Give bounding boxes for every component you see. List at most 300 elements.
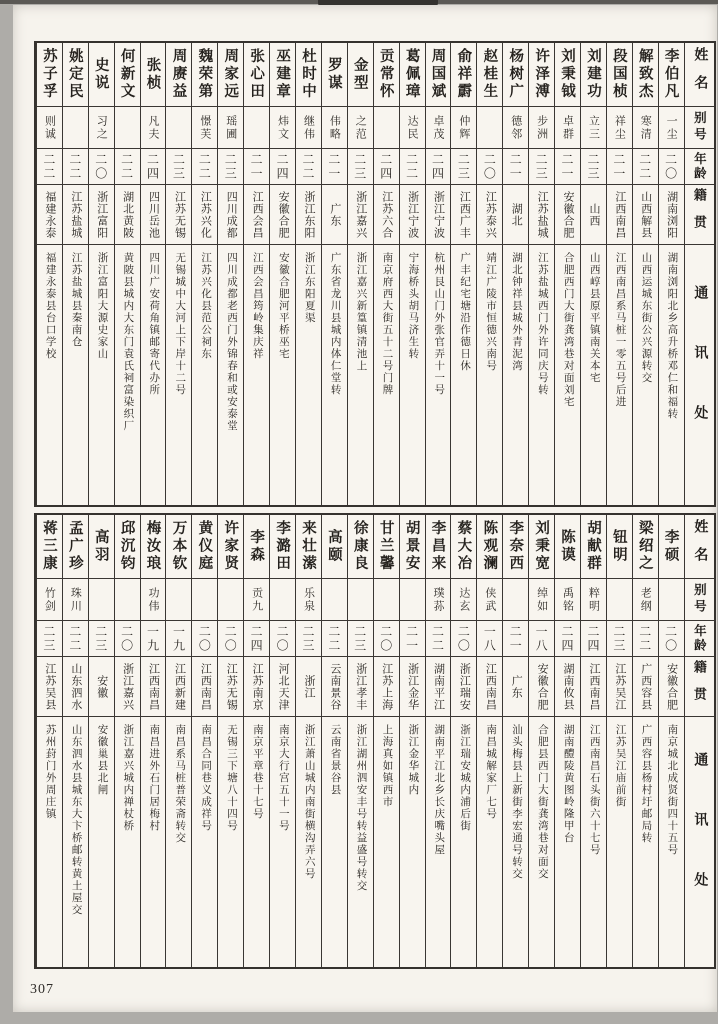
- person-name: 苏子孚: [37, 43, 62, 107]
- person-native: 湖北: [503, 185, 528, 245]
- person-native: 安徽: [89, 657, 114, 717]
- person-address: 南昌合同巷义成祥号: [200, 724, 212, 832]
- person-age: 二二: [63, 621, 88, 657]
- person-alias: 则诚: [37, 107, 62, 149]
- person-column: [243, 515, 269, 967]
- person-age: 二二: [633, 621, 658, 657]
- person-column: [606, 515, 632, 967]
- person-native: 江苏泰兴: [477, 185, 502, 245]
- person-native: 四川成都: [218, 185, 243, 245]
- person-name: 刘秉宽: [529, 515, 554, 579]
- person-column: [114, 43, 140, 505]
- header-address: 通讯处: [692, 285, 708, 465]
- person-native: 湖南攸县: [555, 657, 580, 717]
- person-age: 二四: [555, 621, 580, 657]
- person-alias: 功伟: [141, 579, 166, 621]
- person-alias: 卓群: [555, 107, 580, 149]
- person-alias: 炜文: [270, 107, 295, 149]
- person-address: 南昌系马桩普荣斋转交: [174, 724, 186, 844]
- person-native: 江苏吴江: [607, 657, 632, 717]
- person-age: 二三: [451, 149, 476, 185]
- person-age: 二一: [400, 621, 425, 657]
- person-column: [36, 43, 62, 505]
- header-name: 姓名: [685, 515, 714, 579]
- person-column: [243, 43, 269, 505]
- person-address: 汕头梅县上新街李宏通号转交: [510, 724, 522, 880]
- person-name: 杜时中: [296, 43, 321, 107]
- person-name: 许家贤: [218, 515, 243, 579]
- person-column: [580, 515, 606, 967]
- person-address: 四川成都老西门外锦春和或安泰堂: [226, 252, 237, 432]
- header-name: 姓名: [685, 43, 714, 107]
- person-name: 刘建功: [581, 43, 606, 107]
- person-address: 安徽巢县北闸: [96, 724, 108, 796]
- person-column: [476, 515, 502, 967]
- person-age: 一九: [141, 621, 166, 657]
- person-name: 邱沉钧: [115, 515, 140, 579]
- person-address: 无锡三下塘八十四号: [226, 724, 237, 832]
- person-address: 苏州葑门外周庄镇: [44, 724, 56, 820]
- person-alias: 憬芙: [192, 107, 217, 149]
- person-column: [269, 515, 295, 967]
- person-name: 来壮潆: [296, 515, 321, 579]
- person-column: [632, 515, 658, 967]
- person-column: [62, 515, 88, 967]
- person-column: [36, 515, 62, 967]
- person-name: 孟广珍: [63, 515, 88, 579]
- person-address: 南昌城解家厂七号: [485, 724, 497, 820]
- person-name: 李硕: [659, 515, 684, 579]
- person-alias: 祥尘: [607, 107, 632, 149]
- person-address: 广丰纪宅塘沿作德日休: [459, 252, 471, 372]
- person-column: [217, 515, 243, 967]
- person-alias: 习之: [89, 107, 114, 149]
- person-name: 李森: [244, 515, 269, 579]
- person-address: 江苏兴化县范公祠东: [200, 252, 212, 360]
- person-age: 二四: [244, 621, 269, 657]
- person-alias: [166, 107, 191, 149]
- person-alias: [192, 579, 217, 621]
- person-age: 二〇: [270, 621, 295, 657]
- person-column: [658, 43, 684, 505]
- person-name: 史说: [89, 43, 114, 107]
- person-column: [399, 43, 425, 505]
- person-address: 山西运城东街公兴源转交: [640, 252, 652, 384]
- person-column: [165, 515, 191, 967]
- person-column: [580, 43, 606, 505]
- person-column: [269, 43, 295, 505]
- person-native: 江苏盐城: [63, 185, 88, 245]
- person-alias: 粹明: [581, 579, 606, 621]
- person-native: 湖南浏阳: [659, 185, 684, 245]
- person-alias: 禹铭: [555, 579, 580, 621]
- person-address: 浙江萧山城内南街横沟弄六号: [303, 724, 315, 880]
- person-native: 江苏兴化: [192, 185, 217, 245]
- person-address: 无锡城中大河上下岸十二号: [174, 252, 186, 396]
- person-name: 葛佩璋: [400, 43, 425, 107]
- person-age: 二三: [348, 149, 373, 185]
- person-column: [554, 515, 580, 967]
- person-native: 江苏无锡: [166, 185, 191, 245]
- person-age: 二一: [607, 149, 632, 185]
- person-alias: [115, 107, 140, 149]
- person-address: 福建永泰县台口学校: [44, 252, 56, 360]
- person-native: 福建永泰: [37, 185, 62, 245]
- scanned-page: [13, 5, 717, 1012]
- person-age: 二三: [607, 621, 632, 657]
- person-name: 张心田: [244, 43, 269, 107]
- person-name: 姚定民: [63, 43, 88, 107]
- person-name: 梅汝琅: [141, 515, 166, 579]
- person-alias: [244, 107, 269, 149]
- person-column: [502, 43, 528, 505]
- person-name: 胡景安: [400, 515, 425, 579]
- person-column: [321, 43, 347, 505]
- person-address: 合肥县西门大街龚湾巷对面交: [536, 724, 548, 880]
- person-alias: 乐泉: [296, 579, 321, 621]
- person-address: 江西南昌石头街六十七号: [588, 724, 600, 856]
- person-address: 湖南浏阳北乡高升桥邓仁和福转: [666, 252, 678, 420]
- table-header-column: [684, 43, 714, 505]
- person-age: 二三: [166, 149, 191, 185]
- person-column: [502, 515, 528, 967]
- person-native: 江苏六合: [374, 185, 399, 245]
- person-name: 赵桂生: [477, 43, 502, 107]
- person-column: [528, 515, 554, 967]
- person-name: 万本钦: [166, 515, 191, 579]
- directory-table-top: [34, 41, 716, 507]
- person-address: 安徽合肥河平桥巫宅: [277, 252, 289, 360]
- person-alias: 立三: [581, 107, 606, 149]
- person-name: 李昌来: [426, 515, 451, 579]
- person-name: 钮明: [607, 515, 632, 579]
- person-column: [140, 515, 166, 967]
- person-age: 二二: [63, 149, 88, 185]
- person-address: 江苏吴江庙前街: [614, 724, 626, 808]
- person-address: 上海真如镇西市: [381, 724, 393, 808]
- person-name: 贡常怀: [374, 43, 399, 107]
- person-address: 浙江嘉兴城内禅杖桥: [122, 724, 134, 832]
- person-native: 浙江富阳: [89, 185, 114, 245]
- person-native: 河北天津: [270, 657, 295, 717]
- person-age: 二三: [581, 149, 606, 185]
- person-column: [632, 43, 658, 505]
- header-age: 年龄: [685, 621, 714, 657]
- person-age: 二二: [296, 149, 321, 185]
- person-name: 段国桢: [607, 43, 632, 107]
- person-native: 浙江东阳: [296, 185, 321, 245]
- person-native: 山东泗水: [63, 657, 88, 717]
- person-alias: [322, 579, 347, 621]
- directory-table-bottom: [34, 513, 716, 969]
- person-column: [373, 515, 399, 967]
- person-age: 二四: [141, 149, 166, 185]
- person-name: 解致杰: [633, 43, 658, 107]
- person-native: 江苏无锡: [218, 657, 243, 717]
- person-alias: 达玄: [451, 579, 476, 621]
- person-native: 湖南平江: [426, 657, 451, 717]
- person-native: 广东: [322, 185, 347, 245]
- header-address: 通讯处: [692, 752, 708, 932]
- person-age: 一八: [529, 621, 554, 657]
- person-alias: 达民: [400, 107, 425, 149]
- person-alias: 珠川: [63, 579, 88, 621]
- person-column: [399, 515, 425, 967]
- header-age: 年龄: [685, 149, 714, 185]
- person-address: 广东省龙川县城内体仁堂转: [329, 252, 341, 396]
- person-native: 浙江孝丰: [348, 657, 373, 717]
- person-native: 山西解县: [633, 185, 658, 245]
- person-address: 江苏盐城县秦南仓: [70, 252, 82, 348]
- person-column: [425, 43, 451, 505]
- person-age: 二四: [374, 149, 399, 185]
- person-column: [295, 515, 321, 967]
- person-native: 江西南昌: [192, 657, 217, 717]
- person-age: 二〇: [451, 621, 476, 657]
- person-address: 湖北钟祥县城外青泥湾: [510, 252, 522, 372]
- person-age: 二三: [529, 149, 554, 185]
- person-age: 二二: [400, 149, 425, 185]
- person-column: [450, 515, 476, 967]
- person-column: [554, 43, 580, 505]
- person-column: [373, 43, 399, 505]
- person-native: 江西南昌: [477, 657, 502, 717]
- person-column: [62, 43, 88, 505]
- person-address: 湖南平江北乡长庆嘴头屋: [433, 724, 445, 856]
- person-native: 江苏盐城: [529, 185, 554, 245]
- person-native: 湖北黄陂: [115, 185, 140, 245]
- person-age: 二二: [192, 149, 217, 185]
- person-native: 安徽合肥: [555, 185, 580, 245]
- person-name: 张桢: [141, 43, 166, 107]
- person-native: 浙江金华: [400, 657, 425, 717]
- header-native: 籍贯: [685, 185, 714, 245]
- person-age: 二一: [555, 149, 580, 185]
- person-address: 黄陂县城内大东门袁氏祠富染织厂: [122, 252, 134, 432]
- person-name: 李潞田: [270, 515, 295, 579]
- person-address: 江苏盐城西门外许同庆号转: [536, 252, 548, 396]
- person-alias: 一尘: [659, 107, 684, 149]
- person-age: 二一: [503, 149, 528, 185]
- person-address: 南京城北成贤街四十五号: [666, 724, 678, 856]
- person-name: 陈观澜: [477, 515, 502, 579]
- person-native: 云南景谷: [322, 657, 347, 717]
- person-native: 安徽合肥: [270, 185, 295, 245]
- person-native: 江西会昌: [244, 185, 269, 245]
- person-address: 宁海桥头胡马济生转: [407, 252, 419, 360]
- person-name: 周赓益: [166, 43, 191, 107]
- person-native: 江苏上海: [374, 657, 399, 717]
- person-alias: 绰如: [529, 579, 554, 621]
- person-name: 罗谋: [322, 43, 347, 107]
- page-number: 307: [30, 982, 54, 997]
- person-address: 湖南醴陵黄图岭隆甲台: [562, 724, 574, 844]
- person-alias: [218, 579, 243, 621]
- person-alias: 继伟: [296, 107, 321, 149]
- person-column: [425, 515, 451, 967]
- person-address: 浙江富阳大源史家山: [96, 252, 108, 360]
- person-alias: 仲辉: [451, 107, 476, 149]
- person-address: 合肥西门大街龚湾巷对面刘宅: [562, 252, 574, 408]
- person-alias: [400, 579, 425, 621]
- person-age: 二一: [244, 149, 269, 185]
- header-alias: 别号: [685, 579, 714, 621]
- person-name: 黄仪庭: [192, 515, 217, 579]
- person-address: 南昌进外石门居梅村: [148, 724, 160, 832]
- person-age: 二〇: [89, 149, 114, 185]
- person-native: 江苏吴县: [37, 657, 62, 717]
- person-native: 江苏南京: [244, 657, 269, 717]
- person-column: [347, 515, 373, 967]
- person-age: 二四: [270, 149, 295, 185]
- person-column: [528, 43, 554, 505]
- person-native: 江西南昌: [141, 657, 166, 717]
- person-age: 二〇: [659, 621, 684, 657]
- person-alias: 伟略: [322, 107, 347, 149]
- person-name: 周国斌: [426, 43, 451, 107]
- person-column: [88, 515, 114, 967]
- person-native: 江西广丰: [451, 185, 476, 245]
- person-name: 甘兰馨: [374, 515, 399, 579]
- person-address: 江西南昌系马桩一零五号后进: [614, 252, 626, 408]
- person-address: 浙江湖州泗安丰号转益盛号转交: [355, 724, 367, 892]
- person-age: 二一: [322, 149, 347, 185]
- person-native: 安徽合肥: [529, 657, 554, 717]
- person-name: 杨树广: [503, 43, 528, 107]
- person-name: 蒋三康: [37, 515, 62, 579]
- person-alias: 德邻: [503, 107, 528, 149]
- person-address: 南京平章巷十七号: [251, 724, 263, 820]
- person-age: 二四: [581, 621, 606, 657]
- person-column: [476, 43, 502, 505]
- person-name: 周家远: [218, 43, 243, 107]
- person-native: 江西南昌: [581, 657, 606, 717]
- person-native: 浙江: [296, 657, 321, 717]
- person-alias: 卓茂: [426, 107, 451, 149]
- person-age: 二一: [503, 621, 528, 657]
- person-native: 江西新建: [166, 657, 191, 717]
- person-address: 杭州艮山门外张官弄十一号: [433, 252, 445, 396]
- person-name: 胡献群: [581, 515, 606, 579]
- person-name: 高羽: [89, 515, 114, 579]
- person-alias: 侠武: [477, 579, 502, 621]
- person-age: 一九: [166, 621, 191, 657]
- person-address: 四川广安荷角镇邮寄代办所: [148, 252, 160, 396]
- person-native: 浙江宁波: [426, 185, 451, 245]
- person-alias: 步洲: [529, 107, 554, 149]
- person-column: [88, 43, 114, 505]
- person-alias: [166, 579, 191, 621]
- person-column: [191, 43, 217, 505]
- person-alias: [659, 579, 684, 621]
- person-name: 许泽溥: [529, 43, 554, 107]
- person-native: 浙江嘉兴: [348, 185, 373, 245]
- person-native: 浙江嘉兴: [115, 657, 140, 717]
- person-address: 云南省景谷县: [329, 724, 341, 796]
- person-name: 蔡大冶: [451, 515, 476, 579]
- person-address: 靖江广陵市恒德兴南号: [485, 252, 497, 372]
- person-age: 二〇: [659, 149, 684, 185]
- person-alias: 贡九: [244, 579, 269, 621]
- person-age: 二〇: [115, 621, 140, 657]
- person-age: 二三: [89, 621, 114, 657]
- person-alias: [89, 579, 114, 621]
- person-name: 巫建章: [270, 43, 295, 107]
- person-alias: [115, 579, 140, 621]
- person-alias: [374, 579, 399, 621]
- person-column: [140, 43, 166, 505]
- header-alias: 别号: [685, 107, 714, 149]
- person-address: 浙江金华城内: [407, 724, 419, 796]
- person-alias: [503, 579, 528, 621]
- person-age: 二二: [633, 149, 658, 185]
- person-name: 徐康良: [348, 515, 373, 579]
- person-age: 二〇: [192, 621, 217, 657]
- person-age: 二二: [115, 149, 140, 185]
- person-age: 二三: [37, 621, 62, 657]
- person-native: 江西南昌: [607, 185, 632, 245]
- person-column: [191, 515, 217, 967]
- person-name: 魏荣第: [192, 43, 217, 107]
- person-name: 李伯凡: [659, 43, 684, 107]
- person-native: 四川岳池: [141, 185, 166, 245]
- person-age: 二四: [426, 149, 451, 185]
- person-alias: 竹剑: [37, 579, 62, 621]
- person-age: 二二: [426, 621, 451, 657]
- person-name: 俞祥霨: [451, 43, 476, 107]
- person-alias: [63, 107, 88, 149]
- person-name: 李奈西: [503, 515, 528, 579]
- person-address: 山东泗水县城东大卞桥邮转黄土屋交: [70, 724, 82, 916]
- person-column: [606, 43, 632, 505]
- person-alias: 老纲: [633, 579, 658, 621]
- person-name: 高颐: [322, 515, 347, 579]
- person-alias: [607, 579, 632, 621]
- person-native: 山西: [581, 185, 606, 245]
- person-column: [658, 515, 684, 967]
- person-native: 浙江瑞安: [451, 657, 476, 717]
- person-alias: 瑶圃: [218, 107, 243, 149]
- person-age: 二二: [322, 621, 347, 657]
- person-age: 二〇: [374, 621, 399, 657]
- person-column: [295, 43, 321, 505]
- person-name: 梁绍之: [633, 515, 658, 579]
- person-address: 江西会昌筠岭集庆祥: [251, 252, 263, 360]
- person-address: 浙江嘉兴新篁镇清池上: [355, 252, 367, 372]
- person-alias: 之范: [348, 107, 373, 149]
- person-name: 金型: [348, 43, 373, 107]
- person-address: 浙江东阳夏渠: [303, 252, 315, 324]
- person-alias: [270, 579, 295, 621]
- person-age: 二二: [37, 149, 62, 185]
- person-address: 南京府西大街五十二号门牌: [381, 252, 393, 396]
- person-name: 何新文: [115, 43, 140, 107]
- person-address: 山西崞县原平镇南关本宅: [588, 252, 600, 384]
- person-name: 陈谟: [555, 515, 580, 579]
- person-age: 一八: [477, 621, 502, 657]
- person-alias: 凡夫: [141, 107, 166, 149]
- person-native: 浙江宁波: [400, 185, 425, 245]
- person-alias: [348, 579, 373, 621]
- person-column: [450, 43, 476, 505]
- person-address: 浙江瑞安城内浦后街: [459, 724, 471, 832]
- person-native: 广东: [503, 657, 528, 717]
- person-age: 二三: [218, 149, 243, 185]
- person-age: 二三: [296, 621, 321, 657]
- person-alias: 璞荪: [426, 579, 451, 621]
- person-column: [165, 43, 191, 505]
- person-column: [347, 43, 373, 505]
